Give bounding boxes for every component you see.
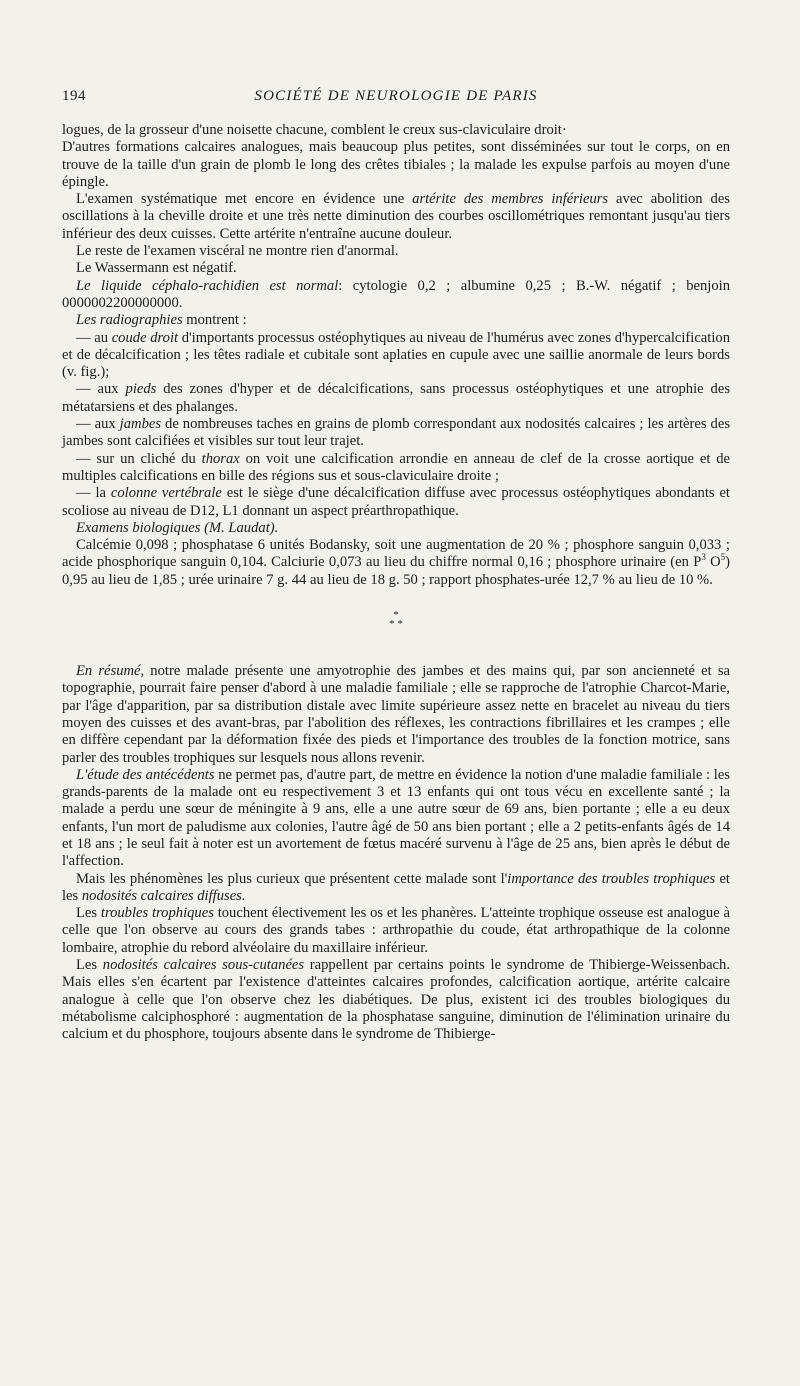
paragraph <box>62 871 730 906</box>
paragraph <box>62 381 730 416</box>
paragraph <box>62 278 730 313</box>
text-run: Mais les phénomènes les plus curieux que présentent cette malade sont l' <box>76 870 508 887</box>
text-run: L'examen systématique met encore en évidence une <box>76 191 413 208</box>
text-run: logues, de la grosseur d'une noisette chacune, comblent le creux sus-claviculaire droit· <box>62 122 567 138</box>
text-run: est le siège d'une décalcification diffuse avec processus ostéophytiques abondants et scoliose au niveau de D12, L1 donnant un aspect préarthropathique. <box>62 485 730 519</box>
paragraph <box>62 905 730 957</box>
text-run: montrent : <box>182 312 247 329</box>
text-run: avec abolition des oscillations à la cheville droite et une très nette diminution des courbes oscillométriques remontant jusqu'au tiers inférieur des deux cuisses. Cette artérite n'entraîne aucune douleur. <box>62 191 730 242</box>
superscript-text: 5 <box>720 552 726 563</box>
paragraph <box>62 957 730 1043</box>
paragraph <box>62 122 730 139</box>
text-run: des zones d'hyper et de décalcifications, sans processus ostéophytiques et une atrophie des métatarsiens et des phalanges. <box>62 381 730 415</box>
text-run: — la <box>76 485 111 502</box>
paragraph <box>62 520 730 537</box>
text-run: O <box>705 554 721 571</box>
italic-text: En résumé <box>76 663 141 680</box>
paragraph <box>62 243 730 260</box>
text-run: Le Wassermann est négatif. <box>76 260 237 277</box>
paragraph <box>62 312 730 329</box>
italic-text: importance des troubles trophiques <box>507 870 716 887</box>
paragraph <box>62 416 730 451</box>
italic-text: nodosités calcaires diffuses. <box>81 887 246 904</box>
running-title: SOCIÉTÉ DE NEUROLOGIE DE PARIS <box>254 88 538 104</box>
italic-text: Le liquide céphalo-rachidien est normal <box>76 277 339 294</box>
italic-text: troubles trophiques <box>100 905 214 922</box>
asterism-line: * <box>393 609 399 622</box>
running-head <box>62 88 730 108</box>
italic-text: artérite des membres inférieurs <box>412 191 609 208</box>
text-run: — aux <box>76 381 126 398</box>
text-run: — au <box>76 329 112 346</box>
text-run: ) 0,95 au lieu de 1,85 ; urée urinaire 7 g. 44 au lieu de 18 g. 50 ; rapport phosphates-urée 12,7 % au lieu de 10 %. <box>62 554 730 588</box>
italic-text: jambes <box>119 416 162 433</box>
italic-text: nodosités calcaires sous-cutanées <box>102 957 305 974</box>
text-run: D'autres formations calcaires analogues, mais beaucoup plus petites, sont disséminées sur tout le corps, on en trouve de la taille d'un grain de plomb le long des crêtes tibiales ; la malade les expulse parfois au moyen d'une épingle. <box>62 139 730 190</box>
text-run: Le reste de l'examen viscéral ne montre rien d'anormal. <box>76 243 399 260</box>
text-run: Les <box>76 957 103 974</box>
paragraph <box>62 260 730 277</box>
text-run: touchent électivement les os et les phanères. L'atteinte trophique osseuse est analogue à celle que l'on observe au cours des grands tabes : arthropathie du coude, état arthropathique de la colonne lombaire, atrophie du rebord alvéolaire du maxillaire inférieur. <box>62 905 730 956</box>
text-run: : cytologie 0,2 ; albumine 0,25 ; B.-W. négatif ; benjoin 0000002200000000. <box>62 277 730 311</box>
paragraph <box>62 191 730 243</box>
paragraph <box>62 485 730 520</box>
text-run: et les <box>62 870 730 904</box>
text-run: on voit une calcification arrondie en anneau de clef de la crosse aortique et de multiples calcifications en bille des régions sus et sous-claviculaire droite ; <box>62 450 731 484</box>
superscript-text: 3 <box>701 552 706 563</box>
paragraph <box>62 663 730 767</box>
text-run: d'importants processus ostéophytiques au niveau de l'humérus avec zones d'hypercalcification et de décalcification ; les têtes radiale et cubitale sont aplaties en cupule avec une saillie anormale de leurs bords (v. fig.); <box>62 329 730 381</box>
text-run: de nombreuses taches en grains de plomb correspondant aux nodosités calcaires ; les artères des jambes sont calcifiées et visibles sur tout leur trajet. <box>62 416 730 450</box>
text-run: — sur un cliché du <box>76 450 202 467</box>
italic-text: pieds <box>125 381 157 398</box>
paragraph <box>62 330 730 382</box>
paragraph <box>62 451 730 486</box>
text-run: rappellent par certains points le syndrome de Thibierge-Weissenbach. Mais elles s'en écartent par l'existence d'atteintes calcaires profondes, calcification aortique, artérite calcaire analogue à celle que l'on observe chez les diabétiques. De plus, existent ici des troubles biologiques du métabolisme calciphosphoré : augmentation de la phosphatase sanguine, diminution de l'élimination urinaire du calcium et du phosphore, toujours absente dans le syndrome de Thibierge- <box>62 957 730 1043</box>
text-run: Les <box>76 905 101 922</box>
italic-text: Examens biologiques (M. Laudat). <box>76 519 279 536</box>
asterism-line: * * <box>389 618 403 631</box>
italic-text: Les radiographies <box>76 312 183 329</box>
page-number: 194 <box>62 88 86 104</box>
italic-text: thorax <box>201 450 240 467</box>
text-run: , notre malade présente une amyotrophie des jambes et des mains qui, par son ancienneté et sa topographie, pourrait faire penser d'abord à une maladie familiale ; elle se rapproche de l'atrophie Charcot-Marie, par l'âge d'apparition, par sa distribution distale avec limite supérieure assez nette en bracelet au niveau du tiers moyen des cuisses et des avant-bras, par l'abolition des réflexes, les contractions fibrillaires et les crampes ; elle en diffère cependant par la déformation fixée des pieds et l'importance des troubles de la fonction motrice, sans parler des troubles trophiques sur lesquels nous allons revenir. <box>62 663 730 766</box>
italic-text: coude droit <box>111 329 179 346</box>
italic-text: L'étude des antécédents <box>76 766 215 783</box>
paragraph <box>62 537 730 589</box>
paragraph <box>62 139 730 191</box>
body-text <box>62 122 730 1044</box>
italic-text: colonne vertébrale <box>110 485 222 502</box>
paragraph <box>62 767 730 871</box>
section-asterism <box>62 611 730 629</box>
text-run: — aux <box>76 416 120 433</box>
text-run: ne permet pas, d'autre part, de mettre en évidence la notion d'une maladie familiale : les grands-parents de la malade ont eu respectivement 3 et 13 enfants qui ont tous vécu en excellente santé ; la malade a perdu une sœur de méningite à 9 ans, elle a une autre sœur de 69 ans, bien portante ; elle a eu deux enfants, l'un mort de paludisme aux colonies, l'autre âgé de 50 ans bien portant ; elle a 2 petits-enfants âgés de 14 et 18 ans ; le seul fait à noter est un avortement de fœtus macéré survenu à l'âge de 25 ans, bien après le début de l'affection. <box>62 766 730 870</box>
text-run: Calcémie 0,098 ; phosphatase 6 unités Bodansky, soit une augmentation de 20 % ; phosphore sanguin 0,033 ; acide phosphorique sanguin 0,104. Calciurie 0,073 au lieu du chiffre normal 0,16 ; phosphore urinaire (en P <box>62 537 730 571</box>
